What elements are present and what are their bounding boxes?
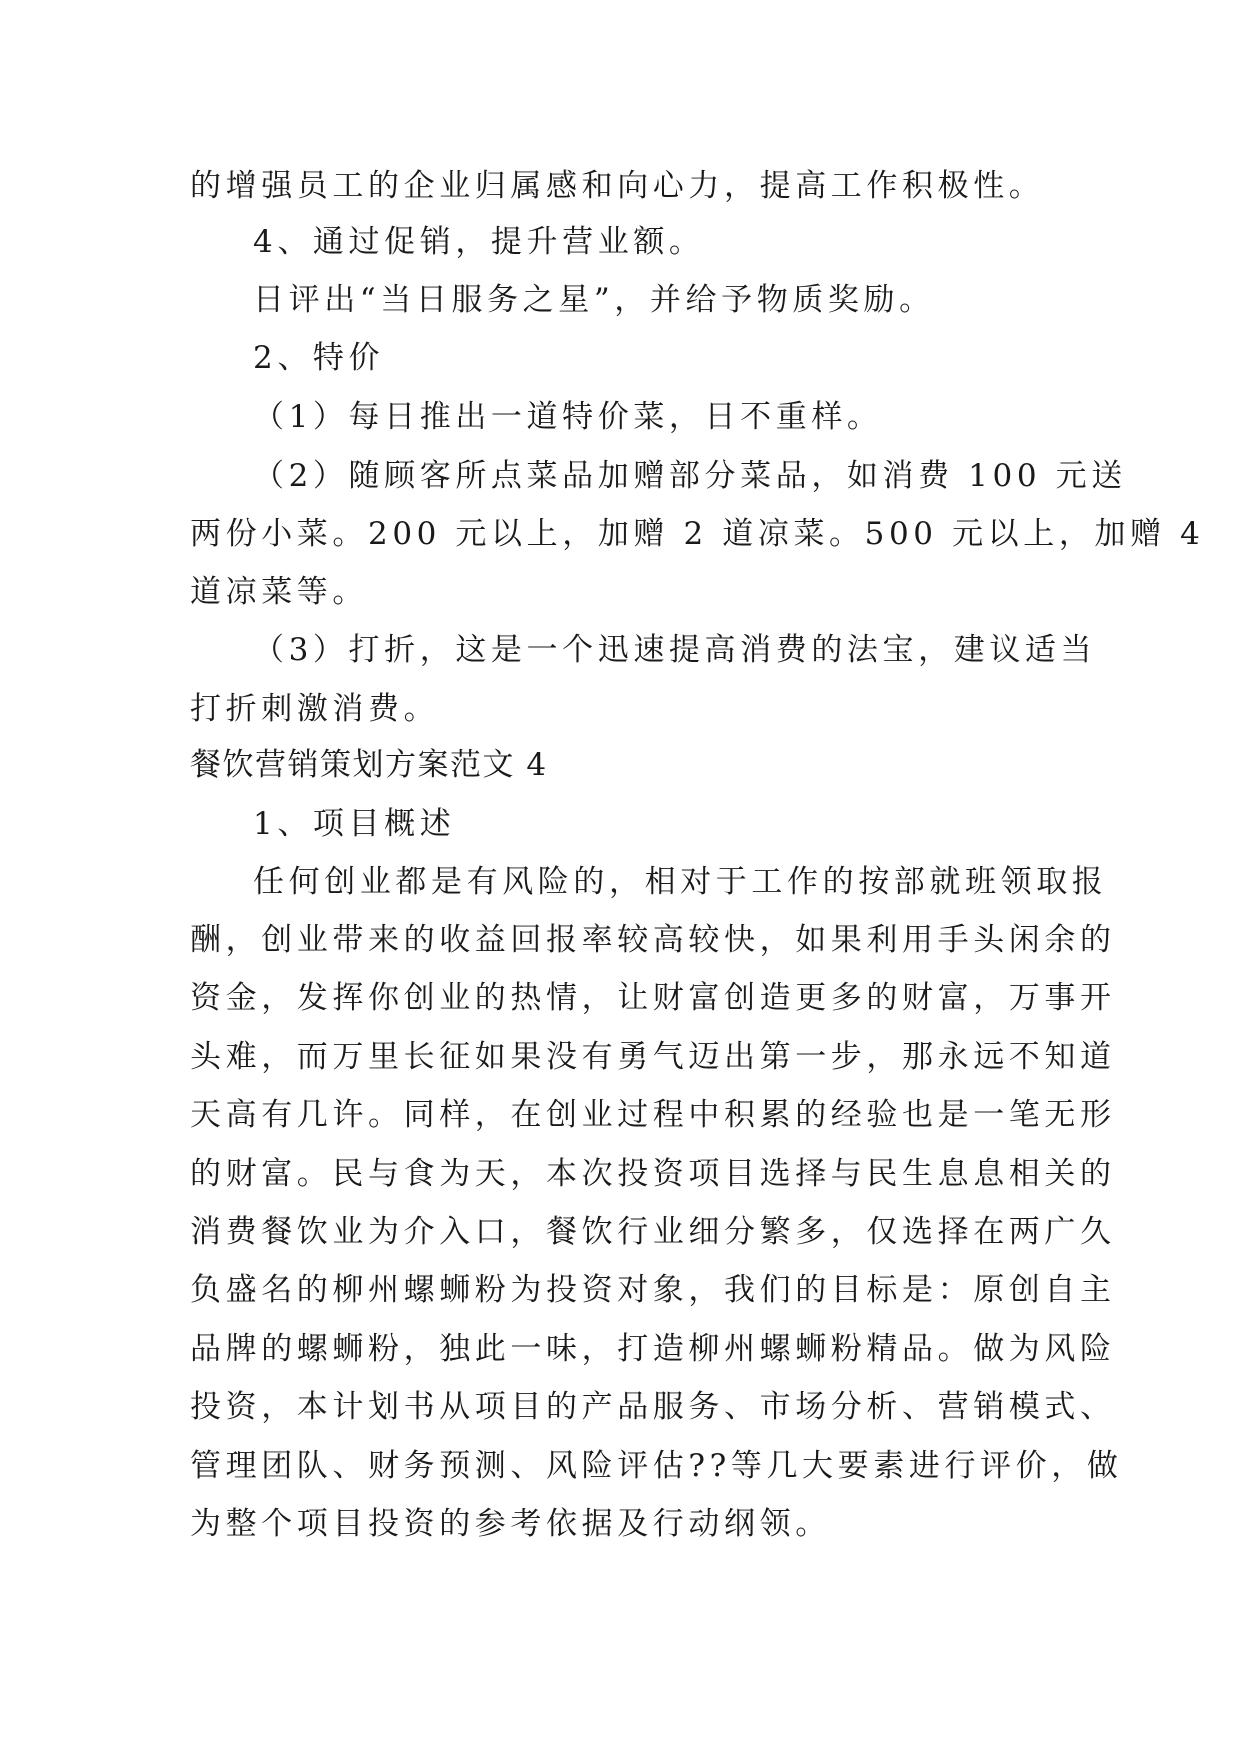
paragraph-line: 日评出“当日服务之星”，并给予物质奖励。 [253,282,935,318]
paragraph-line: 道凉菜等。 [190,574,368,610]
paragraph-line: 酬，创业带来的收益回报率较高较快，如果利用手头闲余的 [190,922,1116,958]
paragraph-line: 品牌的螺蛳粉，独此一味，打造柳州螺蛳粉精品。做为风险 [190,1331,1116,1367]
paragraph-line: 两份小菜。200 元以上，加赠 2 道凉菜。500 元以上，加赠 4 [190,516,1205,552]
paragraph-line: 头难，而万里长征如果没有勇气迈出第一步，那永远不知道 [190,1039,1116,1075]
paragraph-line: 负盛名的柳州螺蛳粉为投资对象，我们的目标是：原创自主 [190,1272,1116,1308]
list-heading: 1、项目概述 [253,806,456,842]
paragraph-line: 的财富。民与食为天，本次投资项目选择与民生息息相关的 [190,1156,1116,1192]
paragraph-line: 消费餐饮业为介入口，餐饮行业细分繁多，仅选择在两广久 [190,1214,1116,1250]
paragraph-line: 投资，本计划书从项目的产品服务、市场分析、营销模式、 [190,1389,1116,1425]
paragraph-line: 打折刺激消费。 [190,691,440,727]
paragraph-line: 4、通过促销，提升营业额。 [253,224,705,260]
paragraph-line: 的增强员工的企业归属感和向心力，提高工作积极性。 [190,168,1045,204]
paragraph-line: 资金，发挥你创业的热情，让财富创造更多的财富，万事开 [190,980,1116,1016]
paragraph-line: 天高有几许。同样，在创业过程中积累的经验也是一笔无形 [190,1097,1116,1133]
section-title: 餐饮营销策划方案范文 4 [190,747,548,783]
list-heading: 2、特价 [253,340,385,376]
list-item: （2）随顾客所点菜品加赠部分菜品，如消费 100 元送 [253,458,1127,494]
paragraph-line: 管理团队、财务预测、风险评估??等几大要素进行评价，做 [190,1448,1123,1484]
list-item: （3）打折，这是一个迅速提高消费的法宝，建议适当 [253,632,1097,668]
paragraph-line: 为整个项目投资的参考依据及行动纲领。 [190,1506,831,1542]
paragraph-line: 任何创业都是有风险的，相对于工作的按部就班领取报 [253,864,1108,900]
list-item: （1）每日推出一道特价菜，日不重样。 [253,399,883,435]
